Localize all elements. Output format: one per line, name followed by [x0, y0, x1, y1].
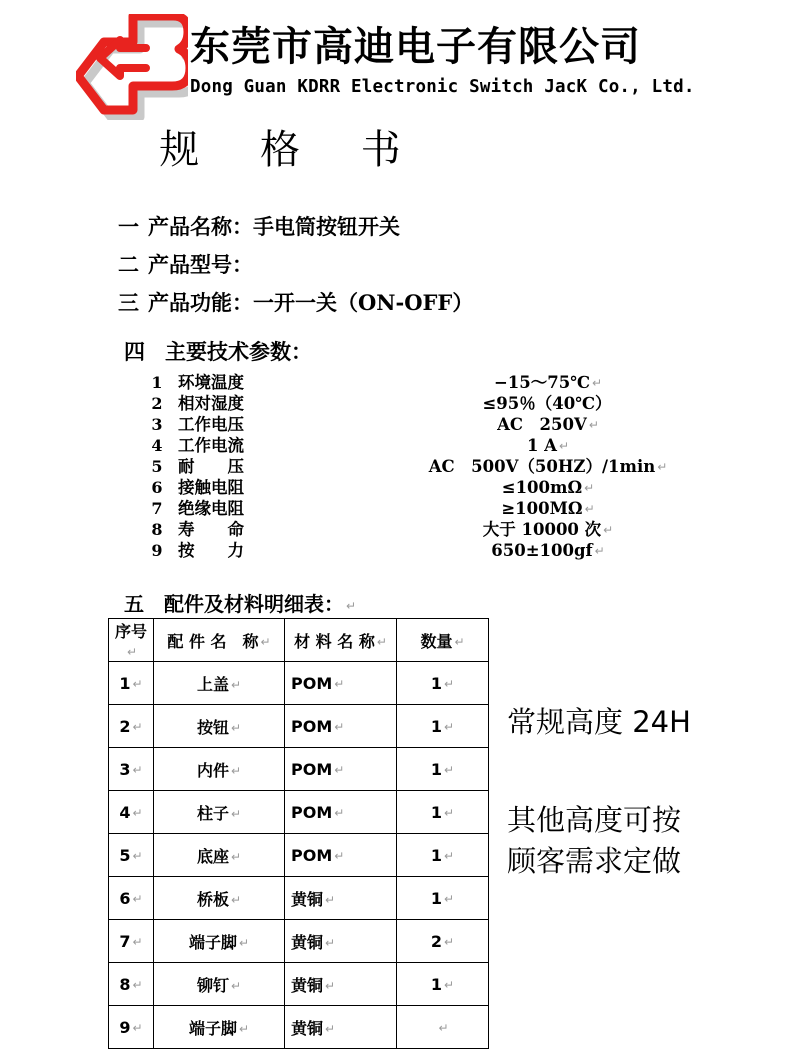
parts-material-table [108, 618, 489, 1049]
cell-part-name-text: 铆钉 [196, 975, 229, 995]
clause-item-1 [118, 208, 778, 246]
paragraph-mark-icon: ↵ [325, 978, 336, 993]
note-standard-height: 常规高度 24H [507, 705, 691, 739]
cell-material [285, 1006, 397, 1049]
column-header-label: 配 件 名 称 [167, 631, 259, 651]
clause-number: 二 [118, 252, 139, 277]
spec-index: 2 [151, 394, 163, 413]
cell-quantity [397, 920, 489, 963]
table-row [109, 1006, 489, 1049]
spec-label: 绝缘电阻 [178, 499, 244, 518]
cell-index [109, 920, 154, 963]
cell-quantity [397, 748, 489, 791]
clause-number: 一 [118, 214, 139, 239]
paragraph-mark-icon: ↵ [444, 719, 455, 734]
paragraph-mark-icon: ↵ [230, 763, 242, 778]
paragraph-mark-icon: ↵ [334, 676, 345, 691]
spec-row [118, 456, 728, 477]
table-row [109, 705, 489, 748]
company-name-english: Dong Guan KDRR Electronic Switch JacK Co., Ltd. [190, 77, 695, 97]
cell-index [109, 705, 154, 748]
spec-row [118, 372, 728, 393]
column-header-label: 数量 [420, 631, 453, 651]
cell-part-name-text: 桥板 [196, 889, 229, 909]
spec-value-wrap [368, 393, 728, 415]
spec-label: 工作电压 [178, 415, 244, 434]
paragraph-mark-icon: ↵ [594, 544, 605, 558]
cell-part-name [154, 877, 285, 920]
spec-label: 接触电阻 [178, 478, 244, 497]
cell-index-text: 1 [119, 673, 131, 693]
cell-quantity [397, 834, 489, 877]
paragraph-mark-icon: ↵ [444, 848, 455, 863]
paragraph-mark-icon: ↵ [325, 892, 336, 907]
cell-material [285, 877, 397, 920]
table-row [109, 877, 489, 920]
cell-part-name [154, 920, 285, 963]
cell-index-text: 6 [119, 888, 131, 908]
spec-value: 大于 10000 次 [482, 520, 602, 539]
cell-part-name-text: 端子脚 [188, 932, 237, 952]
table-row [109, 963, 489, 1006]
section-4-number: 四 [124, 339, 145, 364]
cell-index-text: 8 [119, 974, 131, 994]
section-5-title: 配件及材料明细表： [164, 592, 344, 616]
table-row [109, 662, 489, 705]
spec-row [118, 519, 728, 540]
cell-material [285, 963, 397, 1006]
paragraph-mark-icon: ↵ [603, 523, 614, 537]
clause-text: 产品型号： [148, 252, 253, 277]
cell-part-name-text: 内件 [196, 760, 229, 780]
cell-quantity-text: 1 [430, 888, 443, 908]
table-row [109, 791, 489, 834]
spec-value: −15～75℃ [493, 373, 590, 392]
cell-index [109, 834, 154, 877]
cell-material-text: 黄铜 [291, 975, 324, 995]
paragraph-mark-icon: ↵ [260, 634, 271, 649]
cell-part-name [154, 834, 285, 877]
spec-value: AC 500V（50HZ）/1min [428, 457, 656, 476]
paragraph-mark-icon: ↵ [444, 891, 455, 906]
paragraph-mark-icon: ↵ [334, 805, 345, 820]
spec-value-wrap [368, 372, 728, 394]
cell-material [285, 748, 397, 791]
spec-index: 7 [151, 499, 163, 518]
cell-index [109, 1006, 154, 1049]
cell-quantity [397, 662, 489, 705]
cell-index [109, 748, 154, 791]
cell-material-text: 黄铜 [291, 889, 324, 909]
cell-index [109, 662, 154, 705]
cell-index [109, 791, 154, 834]
spec-index: 6 [151, 478, 163, 497]
cell-index-text: 9 [119, 1017, 131, 1037]
cell-quantity-text: 1 [430, 716, 443, 736]
paragraph-mark-icon: ↵ [132, 977, 143, 992]
cell-material-text: POM [291, 716, 333, 736]
spec-row [118, 414, 728, 435]
clause-item-3 [118, 284, 778, 322]
spec-label: 环境温度 [178, 373, 244, 392]
paragraph-mark-icon: ↵ [132, 676, 143, 691]
cell-quantity [397, 705, 489, 748]
spec-row [118, 498, 728, 519]
spec-row [118, 393, 728, 414]
cell-index-text: 3 [119, 759, 131, 779]
spec-index: 4 [151, 436, 163, 455]
paragraph-mark-icon: ↵ [438, 1020, 449, 1035]
company-name-chinese: 东莞市高迪电子有限公司 [190, 24, 641, 70]
spec-index: 1 [151, 373, 163, 392]
cell-material [285, 662, 397, 705]
section-5-number: 五 [124, 592, 144, 616]
spec-index: 5 [151, 457, 163, 476]
paragraph-mark-icon: ↵ [230, 849, 242, 864]
table-row [109, 920, 489, 963]
cell-part-name-text: 底座 [196, 846, 229, 866]
column-header-index [109, 619, 154, 662]
table-header-row [109, 619, 489, 662]
paragraph-mark-icon: ↵ [334, 719, 345, 734]
cell-index-text: 7 [119, 931, 131, 951]
spec-label: 寿 命 [178, 520, 244, 539]
column-header-label: 序号 [115, 622, 148, 641]
paragraph-mark-icon: ↵ [444, 676, 455, 691]
cell-index [109, 963, 154, 1006]
clause-text: 产品功能：一开一关（ON-OFF） [148, 290, 474, 315]
paragraph-mark-icon: ↵ [376, 634, 387, 649]
cell-index-text: 5 [119, 845, 131, 865]
cell-quantity [397, 791, 489, 834]
spec-value-wrap [368, 498, 728, 520]
cell-material-text: 黄铜 [291, 1018, 324, 1038]
table-row [109, 834, 489, 877]
cell-material-text: POM [291, 759, 333, 779]
cell-material-text: POM [291, 673, 333, 693]
cell-quantity-text: 1 [430, 974, 443, 994]
paragraph-mark-icon: ↵ [132, 762, 143, 777]
spec-row [118, 477, 728, 498]
cell-quantity-text: 1 [430, 673, 443, 693]
spec-label: 相对湿度 [178, 394, 244, 413]
clause-item-2 [118, 246, 778, 284]
paragraph-mark-icon: ↵ [132, 848, 143, 863]
cell-quantity-text: 1 [430, 759, 443, 779]
paragraph-mark-icon: ↵ [444, 977, 455, 992]
page-title: 规 格 书 [159, 127, 425, 173]
cell-part-name [154, 705, 285, 748]
spec-value-wrap [368, 477, 728, 499]
section-4-heading [124, 336, 312, 366]
spec-value-wrap [368, 414, 728, 436]
note-custom-height-line-2: 顾客需求定做 [507, 844, 682, 878]
clause-text: 产品名称：手电筒按钮开关 [148, 214, 400, 239]
paragraph-mark-icon: ↵ [132, 719, 143, 734]
paragraph-mark-icon: ↵ [584, 502, 595, 516]
spec-row [118, 435, 728, 456]
cell-quantity [397, 963, 489, 1006]
cell-material [285, 705, 397, 748]
table-row [109, 748, 489, 791]
cell-part-name [154, 1006, 285, 1049]
spec-label: 按 力 [178, 541, 244, 560]
paragraph-mark-icon: ↵ [132, 934, 143, 949]
column-header-material-name [285, 619, 397, 662]
paragraph-mark-icon: ↵ [454, 634, 465, 649]
cell-quantity [397, 1006, 489, 1049]
cell-material-text: POM [291, 845, 333, 865]
paragraph-mark-icon: ↵ [558, 439, 570, 453]
section-5-heading [124, 588, 356, 617]
cell-quantity-text: 1 [430, 802, 443, 822]
paragraph-mark-icon: ↵ [584, 481, 595, 495]
spec-label: 耐 压 [178, 457, 244, 476]
cell-index-text: 4 [119, 802, 131, 822]
cell-part-name [154, 662, 285, 705]
column-header-part-name [154, 619, 285, 662]
paragraph-mark-icon: ↵ [238, 935, 250, 950]
cell-material [285, 791, 397, 834]
cell-index [109, 877, 154, 920]
company-name-block [190, 22, 790, 99]
spec-value-wrap [368, 435, 728, 457]
parts-table-body [109, 662, 489, 1049]
note-custom-height-line-1: 其他高度可按 [507, 803, 682, 837]
paragraph-mark-icon: ↵ [230, 677, 242, 692]
spec-index: 9 [151, 541, 163, 560]
paragraph-mark-icon: ↵ [132, 891, 143, 906]
spec-row [118, 540, 728, 561]
spec-label: 工作电流 [178, 436, 244, 455]
spec-value: 1 A [526, 436, 557, 455]
paragraph-mark-icon: ↵ [238, 1021, 250, 1036]
cell-quantity-text: 1 [430, 845, 443, 865]
spec-value-wrap [368, 519, 728, 541]
spec-value-wrap [368, 540, 728, 562]
paragraph-mark-icon: ↵ [132, 1020, 143, 1035]
paragraph-mark-icon: ↵ [588, 418, 599, 432]
paragraph-mark-icon: ↵ [126, 645, 138, 659]
cell-part-name-text: 按钮 [196, 717, 229, 737]
spec-value: 650±100gf [491, 541, 593, 560]
kdrr-arrow-b-logo-icon [76, 14, 188, 120]
paragraph-mark-icon: ↵ [591, 376, 603, 390]
clause-number: 三 [118, 290, 139, 315]
cell-material [285, 920, 397, 963]
section-4-title: 主要技术参数： [165, 339, 312, 364]
column-header-quantity [397, 619, 489, 662]
spec-value: ≥100MΩ [501, 499, 583, 518]
paragraph-mark-icon: ↵ [444, 805, 455, 820]
cell-material [285, 834, 397, 877]
cell-part-name-text: 柱子 [196, 803, 229, 823]
cell-part-name-text: 上盖 [196, 674, 229, 694]
cell-part-name [154, 963, 285, 1006]
spec-value: ≤100mΩ [501, 478, 583, 497]
spec-index: 3 [151, 415, 163, 434]
cell-material-text: POM [291, 802, 333, 822]
paragraph-mark-icon: ↵ [657, 460, 668, 474]
cell-part-name-text: 端子脚 [188, 1018, 237, 1038]
paragraph-mark-icon: ↵ [334, 762, 345, 777]
paragraph-mark-icon: ↵ [444, 934, 455, 949]
paragraph-mark-icon: ↵ [230, 806, 242, 821]
spec-value: ≤95％（40℃） [482, 394, 612, 413]
spec-index: 8 [151, 520, 163, 539]
cell-part-name [154, 791, 285, 834]
paragraph-mark-icon: ↵ [325, 935, 336, 950]
spec-value: AC 250V [497, 415, 587, 434]
spec-value-wrap [368, 456, 728, 478]
cell-quantity [397, 877, 489, 920]
technical-spec-list [118, 372, 728, 561]
cell-index-text: 2 [119, 716, 131, 736]
document-header [0, 0, 805, 118]
paragraph-mark-icon: ↵ [230, 720, 242, 735]
note-custom-height [507, 800, 681, 882]
paragraph-mark-icon: ↵ [444, 762, 455, 777]
paragraph-mark-icon: ↵ [230, 978, 242, 993]
paragraph-mark-icon: ↵ [132, 805, 143, 820]
paragraph-mark-icon: ↵ [325, 1021, 336, 1036]
cell-part-name [154, 748, 285, 791]
paragraph-mark-icon: ↵ [334, 848, 345, 863]
cell-quantity-text: 2 [430, 931, 443, 951]
column-header-label: 材 料 名 称 [294, 631, 375, 651]
paragraph-mark-icon: ↵ [230, 892, 242, 907]
paragraph-mark-icon: ↵ [346, 599, 357, 613]
clause-list [118, 208, 778, 322]
cell-material-text: 黄铜 [291, 932, 324, 952]
